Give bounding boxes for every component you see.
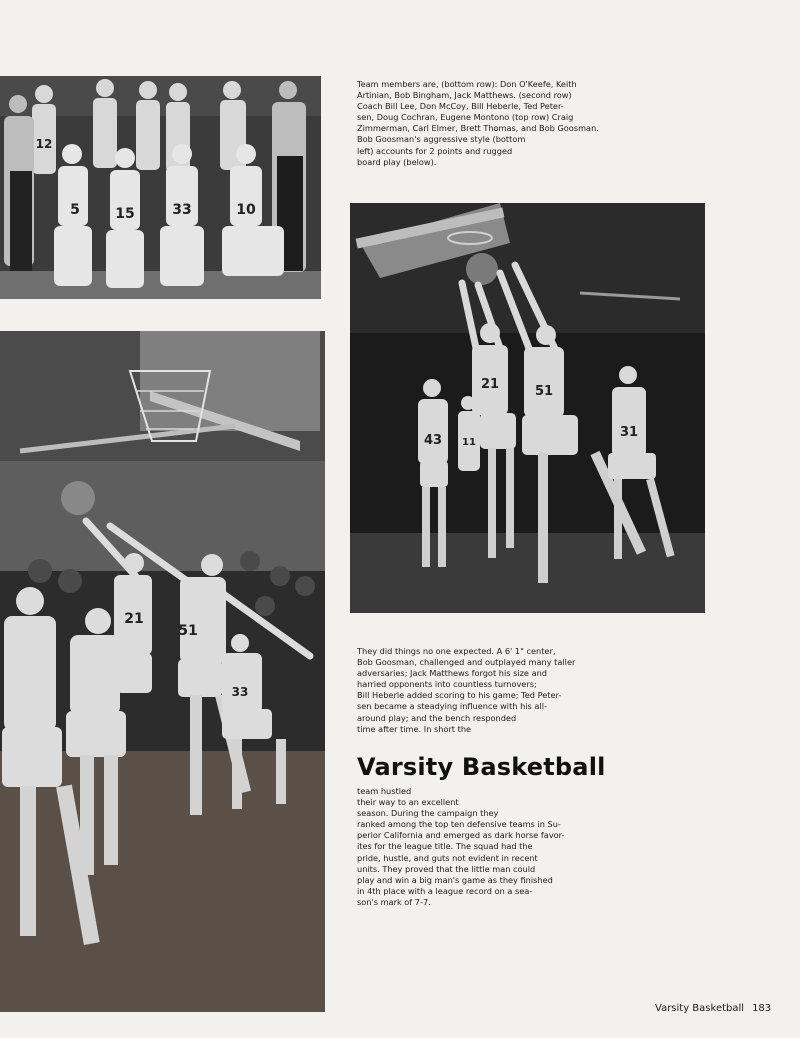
shot-jersey-number: 21: [124, 611, 144, 627]
shot-jersey-number: 33: [231, 685, 249, 699]
team-jersey-number: 33: [172, 202, 192, 218]
rebound-action-photo: [350, 203, 705, 613]
intro-paragraph: They did things no one expected. A 6' 1" center, Bob Goosman, challenged and outplayed many taller adversaries; Jack Matthews forgot his size and harried opponents into countless turnovers; Bill Heberle added scoring to his game; Ted Peter- sen became a steadying influence with his all- around play; and the bench responded time after time. In short the: [357, 646, 576, 734]
body-paragraph: team hustled their way to an excellent season. During the campaign they ranked among the top ten defensive teams in Su- perior California and emerged as dark horse favor- ites for the league title. The squad had the pride, hustle, and guts not evident in recent units. They proved that the little man could play and win a big man's game as they finished in 4th place with a league record on a sea- son's mark of 7-7.: [357, 786, 565, 907]
team-jersey-number: 5: [70, 202, 80, 218]
team-jersey-number: 10: [236, 202, 256, 218]
shot-action-photo: [0, 331, 325, 1012]
page-footer: [655, 1003, 771, 1014]
rebound-jersey-number: 43: [423, 433, 443, 448]
rebound-jersey-number: 11: [462, 437, 476, 448]
rebound-jersey-number: 31: [619, 425, 639, 440]
team-photo: [0, 76, 321, 299]
footer-section-title: Varsity Basketball: [655, 1003, 745, 1014]
team-jersey-number: 12: [35, 137, 53, 151]
rebound-jersey-number: 51: [534, 384, 554, 399]
shot-jersey-number: 51: [178, 623, 198, 639]
team-photo-caption: Team members are, (bottom row): Don O'Keefe, Keith Artinian, Bob Bingham, Jack Matthews. (second row) Coach Bill Lee, Don McCoy, Bill Heberle, Ted Peter- sen, Doug Cochran, Eugene Montono (top row) Craig Zimmerman, Carl Elmer, Brett Thomas, and Bob Goosman. Bob Goosman's aggressive style (bottom left) accounts for 2 points and rugged board play (below).: [357, 79, 599, 167]
rebound-jersey-number: 21: [480, 377, 500, 392]
page-number: 183: [752, 1003, 772, 1014]
page-heading: Varsity Basketball: [357, 753, 606, 781]
team-jersey-number: 15: [115, 206, 135, 222]
